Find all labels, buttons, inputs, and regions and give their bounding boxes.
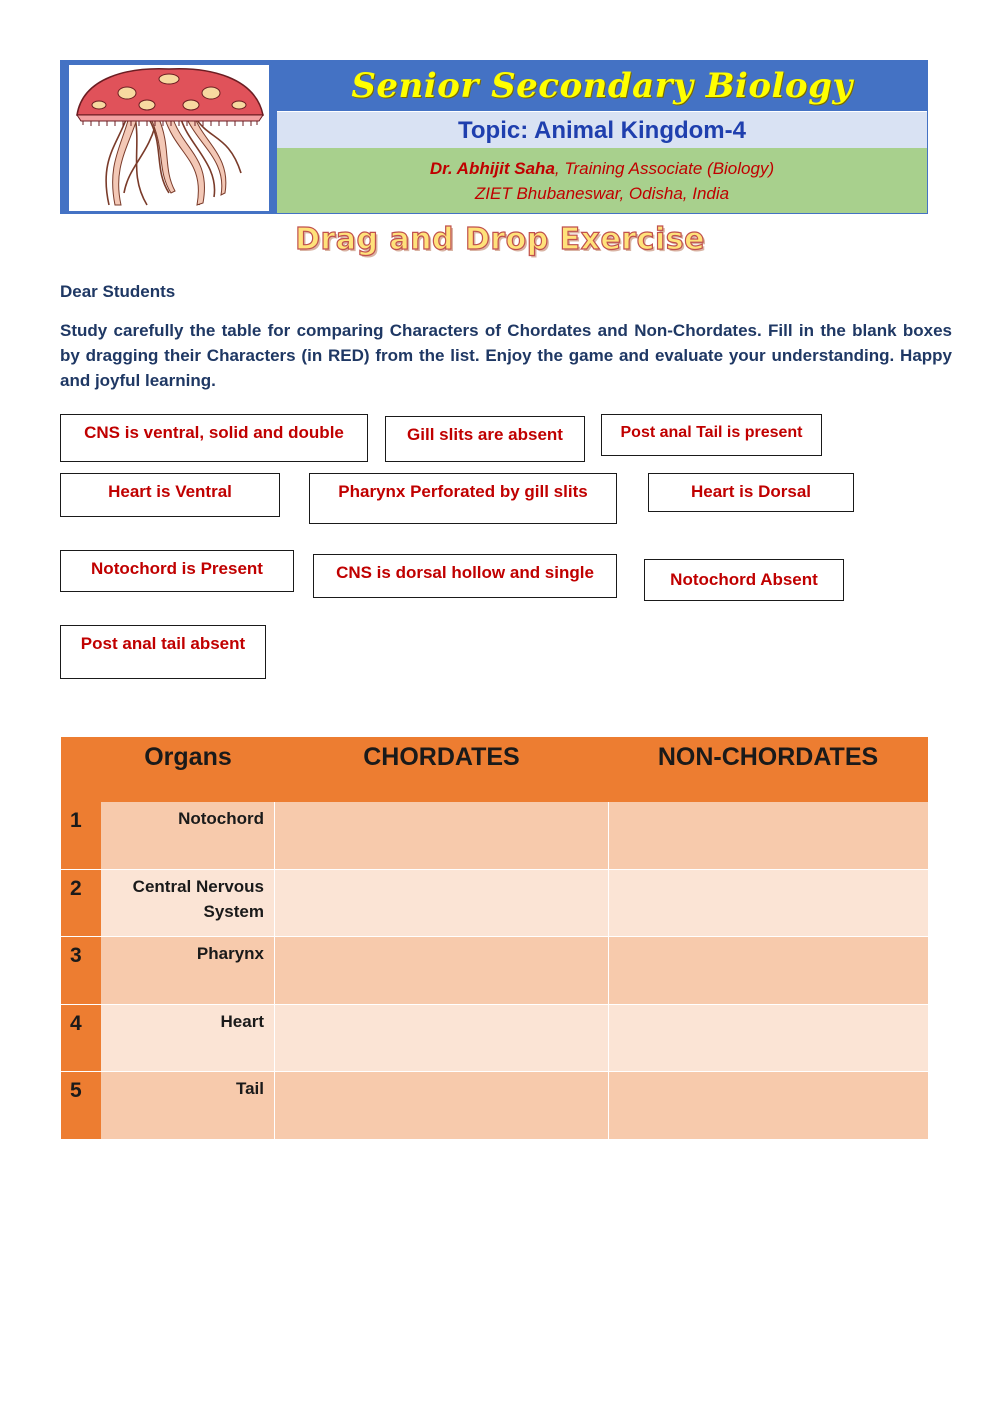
table-row	[61, 802, 928, 869]
organ-label: Central Nervous System	[101, 870, 275, 937]
drop-zone-non-chordates-pharynx[interactable]	[608, 937, 928, 1004]
drag-card-heart-dorsal[interactable]: Heart is Dorsal	[648, 473, 854, 512]
greeting: Dear Students	[60, 282, 176, 301]
topic-heading: Topic: Animal Kingdom-4	[458, 116, 746, 144]
organ-label: Pharynx	[101, 937, 275, 1004]
title-band	[277, 61, 927, 111]
row-number: 4	[61, 1005, 101, 1072]
drop-zone-chordates-heart[interactable]	[275, 1005, 609, 1072]
drag-card-heart-ventral[interactable]: Heart is Ventral	[60, 473, 280, 517]
author-name: Dr. Abhijit Saha	[429, 158, 555, 178]
drop-zone-chordates-tail[interactable]	[275, 1072, 609, 1139]
drag-card-cns-ventral[interactable]: CNS is ventral, solid and double	[60, 414, 368, 462]
table-body	[61, 802, 928, 1139]
row-number: 3	[61, 937, 101, 1004]
drop-zone-non-chordates-cns[interactable]	[608, 870, 928, 937]
institute-line: ZIET Bhubaneswar, Odisha, India	[474, 183, 730, 203]
author-line	[430, 156, 774, 181]
drag-card-notochord-present[interactable]: Notochord is Present	[60, 550, 294, 592]
row-number: 5	[61, 1072, 101, 1139]
drop-zone-chordates-notochord[interactable]	[275, 802, 609, 869]
instructions: Study carefully the table for comparing Characters of Chordates and Non-Chordates. Fill in the blank boxes by dragging their Characters (in RED) from the list. Enjoy the game and evaluate your understanding. Happy and joyful learning.	[60, 321, 952, 390]
organ-label: Tail	[101, 1072, 275, 1139]
page-title: Senior Secondary Biology	[351, 66, 853, 106]
logo-frame	[61, 61, 277, 213]
author-role: , Training Associate (Biology)	[554, 158, 775, 178]
drop-zone-chordates-cns[interactable]	[275, 870, 609, 937]
drag-card-pharynx-perforated[interactable]: Pharynx Perforated by gill slits	[309, 473, 617, 524]
drop-zone-non-chordates-heart[interactable]	[608, 1005, 928, 1072]
drop-zone-chordates-pharynx[interactable]	[275, 937, 609, 1004]
row-number: 1	[61, 802, 101, 869]
row-number: 2	[61, 870, 101, 937]
drag-card-cns-dorsal[interactable]: CNS is dorsal hollow and single	[313, 554, 617, 598]
header-banner	[60, 60, 928, 214]
header-chordates: CHORDATES	[363, 743, 520, 771]
drag-card-post-anal-tail-present[interactable]: Post anal Tail is present	[601, 414, 822, 456]
header-non-chordates: NON-CHORDATES	[657, 743, 879, 771]
table-row	[61, 1004, 928, 1072]
drop-zone-non-chordates-tail[interactable]	[608, 1072, 928, 1139]
table-row	[61, 936, 928, 1004]
author-band	[277, 148, 927, 213]
drop-zone-non-chordates-notochord[interactable]	[608, 802, 928, 869]
comparison-table	[61, 737, 928, 1139]
organ-label: Heart	[101, 1005, 275, 1072]
drag-card-post-anal-tail-absent[interactable]: Post anal tail absent	[60, 625, 266, 679]
exercise-title: Drag and Drop Exercise	[295, 222, 705, 257]
jellyfish-icon	[69, 65, 269, 211]
logo-panel	[69, 65, 269, 211]
table-row	[61, 1071, 928, 1139]
topic-band	[277, 111, 927, 149]
drag-card-notochord-absent[interactable]: Notochord Absent	[644, 559, 844, 601]
header-organs: Organs	[144, 743, 232, 771]
table-header	[61, 737, 928, 802]
drag-card-gill-slits-absent[interactable]: Gill slits are absent	[385, 416, 585, 462]
table-row	[61, 869, 928, 937]
organ-label: Notochord	[101, 802, 275, 869]
